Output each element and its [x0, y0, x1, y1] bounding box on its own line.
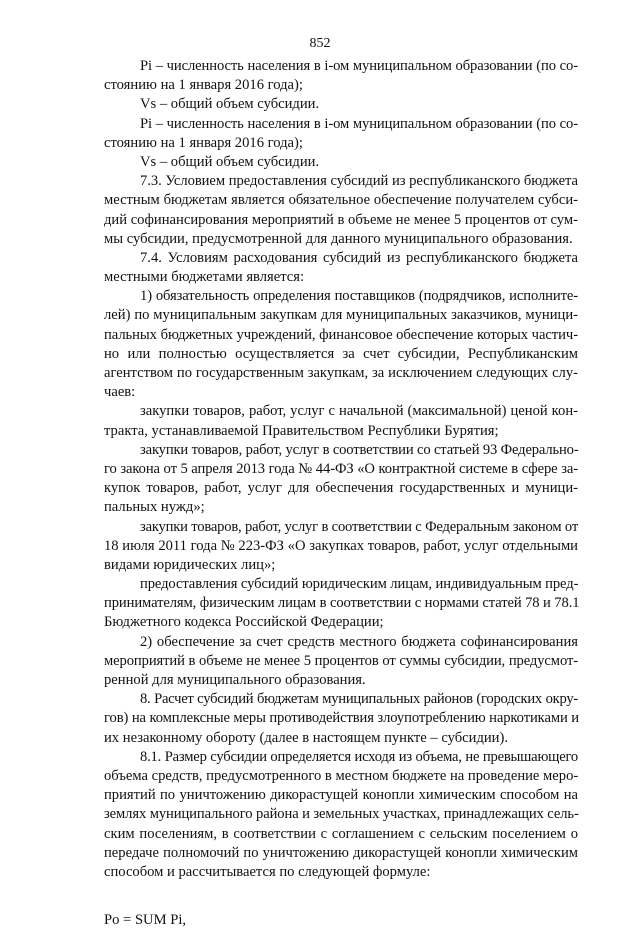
text-line: Vs – общий объем субсидии.	[140, 153, 320, 170]
text-line: Pi – численность населения в i-ом муниципальном образовании (по со-	[140, 115, 578, 132]
text-line: агентством по государственным закупкам, за исключением следующих слу-	[104, 365, 578, 381]
text-line: мы субсидии, предусмотренной для данного муниципального образования.	[104, 230, 573, 247]
text-line: принимателям, физическим лицам в соответствии с нормами статей 78 и 78.1	[104, 595, 580, 612]
text-line: Pi – численность населения в i-ом муниципальном образовании (по со-	[140, 58, 578, 74]
body-text	[104, 57, 578, 930]
text-line: их незаконному обороту (далее в настоящем пункте – субсидии).	[104, 729, 508, 746]
text-line: дий софинансирования мероприятий в объеме не менее 5 процентов от сум-	[104, 211, 578, 228]
text-line: 8. Расчет субсидий бюджетам муниципальных районов (городских окру-	[140, 691, 578, 708]
text-line: стоянию на 1 января 2016 года);	[104, 77, 303, 94]
text-line: закупки товаров, работ, услуг в соответствии со статьей 93 Федерально-	[140, 441, 579, 458]
text-line: землях муниципального района и земельных участках, принадлежащих сель-	[104, 806, 579, 823]
text-line: гов) на комплексные меры противодействия злоупотреблению наркотиками и	[104, 710, 579, 727]
text-line: местным бюджетам является обязательное обеспечение получателем субси-	[104, 192, 578, 209]
text-line: местными бюджетами является:	[104, 269, 305, 286]
text-line: предоставления субсидий юридическим лицам, индивидуальным пред-	[140, 576, 579, 593]
text-line: 2) обеспечение за счет средств местного бюджета софинансирования	[140, 633, 578, 650]
text-line: способом и рассчитывается по следующей формуле:	[104, 863, 431, 880]
text-line: лей) по муниципальным закупкам для муниципальных заказчиков, муници-	[104, 307, 578, 324]
text-line: пальных бюджетных учреждений, финансовое обеспечение которых частич-	[104, 326, 578, 343]
text-line: тракта, устанавливаемой Правительством Республики Бурятия;	[104, 422, 499, 439]
text-line: 1) обязательность определения поставщиков (подрядчиков, исполните-	[140, 288, 578, 305]
text-line: 7.3. Условием предоставления субсидий из республиканского бюджета	[140, 173, 578, 190]
text-line: Vs – общий объем субсидии.	[140, 96, 320, 113]
text-line: видами юридических лиц»;	[104, 556, 276, 573]
text-line: 7.4. Условиям расходования субсидий из республиканского бюджета	[140, 249, 578, 266]
text-line: ским поселениям, в соответствии с соглашением с сельским поселением о	[104, 825, 578, 842]
text-line: купок товаров, работ, услуг для обеспечения государственных и муници-	[104, 480, 578, 497]
formula: Po = SUM Pi,	[104, 912, 187, 929]
text-line: закупки товаров, работ, услуг в соответствии с Федеральным законом от	[140, 518, 578, 535]
text-line: 18 июля 2011 года № 223-ФЗ «О закупках товаров, работ, услуг отдельными	[104, 537, 578, 554]
text-line: 8.1. Размер субсидии определяется исходя из объема, не превышающего	[140, 748, 578, 765]
text-line: закупки товаров, работ, услуг с начальной (максимальной) ценой кон-	[140, 403, 578, 420]
text-line: Бюджетного кодекса Российской Федерации;	[104, 614, 384, 631]
page-number: 852	[309, 36, 331, 51]
text-line: го закона от 5 апреля 2013 года № 44-ФЗ «О контрактной системе в сфере за-	[104, 460, 578, 477]
text-line: передаче полномочий по уничтожению дикорастущей конопли химическим	[104, 844, 578, 861]
text-line: но или полностью осуществляется за счет субсидии, Республиканским	[104, 345, 578, 362]
text-line: чаев:	[104, 384, 136, 401]
text-line: приятий по уничтожению дикорастущей конопли химическим способом на	[104, 787, 578, 804]
text-line: ренной для муниципального образования.	[104, 672, 366, 688]
text-line: стоянию на 1 января 2016 года);	[104, 134, 303, 151]
text-line: объема средств, предусмотренного в местном бюджете на проведение меро-	[104, 767, 579, 784]
text-line: мероприятий в объеме не менее 5 процентов от суммы субсидии, предусмот-	[104, 652, 578, 669]
text-line: пальных нужд»;	[104, 499, 205, 516]
